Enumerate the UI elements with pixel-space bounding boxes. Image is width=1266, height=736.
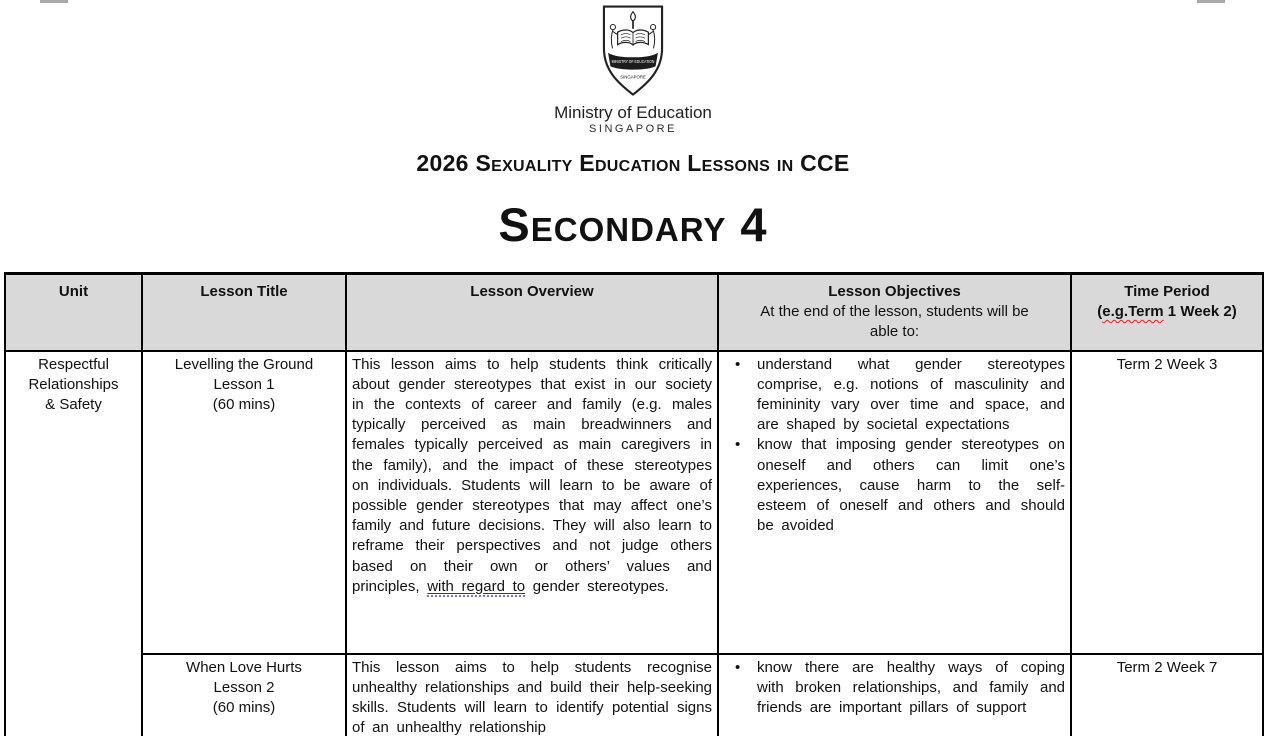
lesson-overview-cell bbox=[346, 351, 718, 654]
unit-line: & Safety bbox=[45, 395, 102, 413]
objectives-list bbox=[724, 355, 1065, 537]
col-header-unit: Unit bbox=[5, 274, 142, 351]
col-header-time-period-label: Time Period bbox=[1124, 283, 1210, 300]
lesson-title-cell bbox=[142, 351, 346, 654]
lesson-row-2 bbox=[5, 654, 1263, 736]
col-header-lesson-title: Lesson Title bbox=[142, 274, 346, 351]
overview-text: This lesson aims to help students think critically about gender stereotypes that exist in our society in the contexts of career and family (e.g. males typically perceived as main breadwinners and females typically perceived as main caregivers in the family), and the impact of these stereotypes on individuals. Students will learn to be aware of possible gender stereotypes that may affect one’s family and future decisions. They will also learn to reframe their perspectives and not judge others based on their own or others’ values and principles, bbox=[352, 355, 712, 595]
unit-cell bbox=[5, 351, 142, 736]
time-period-cell: Term 2 Week 3 bbox=[1071, 351, 1263, 654]
lesson-title-line: When Love Hurts bbox=[186, 658, 302, 676]
document-header bbox=[0, 0, 1266, 251]
objective-item: • know there are healthy ways of coping with broken relationships, and family and friends are important pillars of support bbox=[757, 658, 1065, 719]
lesson-title-line: (60 mins) bbox=[212, 395, 276, 413]
col-header-time-period bbox=[1071, 274, 1263, 351]
lesson-row-1 bbox=[5, 351, 1263, 654]
unit-line: Respectful bbox=[38, 355, 109, 373]
col-header-lesson-objectives-subtext: At the end of the lesson, students will be able to: bbox=[760, 303, 1029, 341]
lessons-table bbox=[4, 272, 1264, 736]
lesson-title-line: (60 mins) bbox=[212, 698, 276, 716]
overview-text: gender stereotypes. bbox=[525, 577, 669, 595]
document-subtitle: Secondary 4 bbox=[498, 198, 768, 251]
time-period-sub-post: 1 Week 2) bbox=[1163, 303, 1237, 321]
lesson-title-line: Lesson 1 bbox=[213, 375, 275, 393]
objective-item: • understand what gender stereotypes comprise, e.g. notions of masculinity and femininity vary over time and space, and are shaped by societal expectations bbox=[757, 355, 1065, 436]
col-header-lesson-objectives-label: Lesson Objectives bbox=[828, 283, 961, 300]
unit-line: Relationships bbox=[28, 375, 119, 393]
document-title: 2026 Sexuality Education Lessons in CCE bbox=[416, 150, 850, 176]
objectives-list bbox=[724, 658, 1065, 719]
time-period-cell: Term 2 Week 7 bbox=[1071, 654, 1263, 736]
lesson-title-cell bbox=[142, 654, 346, 736]
lesson-overview-cell: This lesson aims to help students recognise unhealthy relationships and build their help-seeking skills. Students will learn to identify potential signs of an unhealthy relationship bbox=[346, 654, 718, 736]
col-header-lesson-overview: Lesson Overview bbox=[346, 274, 718, 351]
objective-item: • know that imposing gender stereotypes on oneself and others can limit one’s experiences, cause harm to the self-esteem of oneself and others and should be avoided bbox=[757, 435, 1065, 536]
org-subtitle: SINGAPORE bbox=[589, 123, 677, 135]
col-header-lesson-objectives bbox=[718, 274, 1071, 351]
lesson-title-line: Lesson 2 bbox=[213, 678, 275, 696]
time-period-sub-pre: ( bbox=[1097, 303, 1103, 321]
crest-country-text: SINGAPORE bbox=[620, 74, 646, 80]
grammar-underline-text: with regard to bbox=[427, 577, 526, 595]
lesson-title-line: Levelling the Ground bbox=[174, 355, 314, 373]
table-header-row bbox=[5, 274, 1263, 351]
lesson-objectives-cell bbox=[718, 654, 1071, 736]
page-crop-mark-right bbox=[1197, 0, 1225, 3]
page-crop-mark-left bbox=[40, 0, 68, 3]
spellcheck-underline-text: e.g.Term bbox=[1102, 303, 1164, 321]
col-header-time-period-subtext bbox=[1077, 302, 1257, 322]
crest-banner-text: MINISTRY OF EDUCATION bbox=[611, 58, 655, 64]
lesson-objectives-cell bbox=[718, 351, 1071, 654]
moe-crest-logo bbox=[590, 4, 676, 98]
org-name: Ministry of Education bbox=[554, 103, 712, 122]
